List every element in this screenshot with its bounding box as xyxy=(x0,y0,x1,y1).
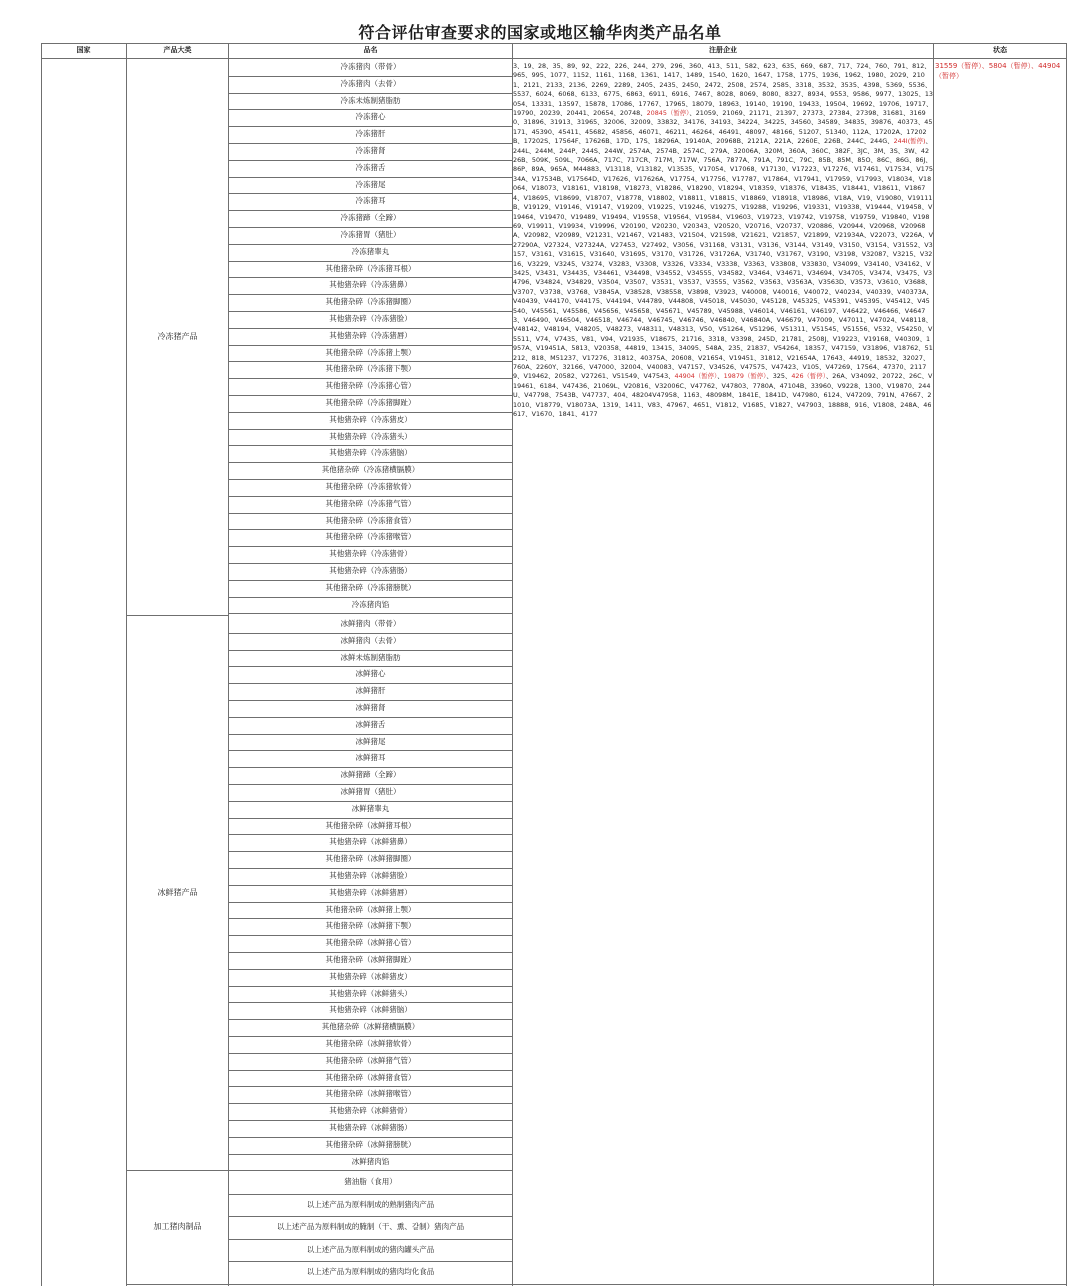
category-divider xyxy=(127,1284,1067,1285)
product-name: 其他猪杂碎（冷冻猪软骨） xyxy=(325,482,416,491)
enterprise-codes: 、325、 xyxy=(766,372,792,381)
category-divider xyxy=(127,1170,228,1171)
enterprise-codes: 、26A、V34092、20722、26C、V19461、6184、V47436、21069L、V20816、V32006C、V47762、V47803、7780A、47104B、33960、V9228、1300、V19870、244U、V47798、7543B、V47737、404、48204V47958、1163、48098M、1841E、1841D、V47980、6124、V47209、791N、47667、21010、V18779、V18073A、1319、1411、V83、47967、4651、V1812、V1685、V1827、V47903、18888、916、V1808、248A、46617、V1670、1841、4177 xyxy=(513,372,933,419)
product-name: 其他猪杂碎（冷冻猪脚趾） xyxy=(325,398,416,407)
product-name: 冷冻猪蹄（全蹄） xyxy=(340,213,401,223)
enterprise-codes: 、 xyxy=(717,372,724,381)
product-name: 以上述产品为原料制成的熟制猪肉产品 xyxy=(306,1199,435,1209)
product-name: 冷冻猪肝 xyxy=(355,129,386,139)
header-country: 国家 xyxy=(76,46,91,54)
product-name: 冰鲜猪蹄（全蹄） xyxy=(340,770,401,780)
product-name: 其他猪杂碎（冰鲜猪喉管） xyxy=(325,1089,416,1099)
category-divider xyxy=(127,615,228,616)
document-title: 符合评估审查要求的国家或地区输华肉类产品名单 xyxy=(358,23,722,42)
row-divider xyxy=(229,613,512,614)
product-name: 其他猪杂碎（冷冻猪气管） xyxy=(325,498,416,508)
product-name: 其他猪杂碎（冰鲜猪食管） xyxy=(325,1072,416,1082)
column-divider xyxy=(512,43,513,1286)
product-name: 冷冻未炼制猪脂肪 xyxy=(340,95,401,105)
product-name: 其他猪杂碎（冷冻猪心管） xyxy=(325,381,416,391)
product-name: 以上述产品为原料制成的猪肉罐头产品 xyxy=(306,1244,435,1254)
product-name: 冷冻猪心 xyxy=(355,112,386,122)
table-border-top xyxy=(41,43,1067,44)
enterprise-list xyxy=(513,62,933,419)
product-name: 冷冻猪肉馅 xyxy=(351,599,390,609)
product-name: 冷冻猪尾 xyxy=(355,179,386,189)
table-border-left xyxy=(41,43,42,1286)
product-name: 冰鲜猪睾丸 xyxy=(351,803,390,813)
product-name: 其他猪杂碎（冰鲜猪骨） xyxy=(329,1106,412,1116)
product-name: 冷冻猪舌 xyxy=(355,162,386,172)
status-text: 31559（暂停）、5804（暂停）、44904（暂停） xyxy=(935,62,1061,80)
product-name: 冰鲜未炼制猪脂肪 xyxy=(340,652,401,662)
header-enterprise: 注册企业 xyxy=(709,46,737,54)
product-name: 其他猪杂碎（冰鲜猪脸） xyxy=(329,871,412,880)
product-name: 冰鲜猪肾 xyxy=(355,703,386,712)
product-name: 其他猪杂碎（冰鲜猪脚圈） xyxy=(325,854,416,864)
category-chilled: 冰鲜猪产品 xyxy=(157,888,198,897)
product-table xyxy=(41,43,1067,1286)
product-name: 冰鲜猪舌 xyxy=(355,719,386,729)
header-category: 产品大类 xyxy=(163,46,192,54)
product-name: 其他猪杂碎（冷冻猪膀胱） xyxy=(325,582,416,592)
product-name: 其他猪杂碎（冰鲜猪横膈膜） xyxy=(321,1022,420,1032)
table-border-right xyxy=(1066,43,1067,1286)
product-name: 冰鲜猪肉（去骨） xyxy=(340,635,401,645)
product-name: 以上述产品为原料制成的猪肉均化食品 xyxy=(306,1267,435,1277)
suspended-code: 20845（暂停） xyxy=(646,109,690,118)
product-name: 其他猪杂碎（冰鲜猪耳根） xyxy=(325,820,416,830)
product-name: 其他猪杂碎（冰鲜猪脑） xyxy=(329,1005,412,1015)
product-name: 冰鲜猪肉馅 xyxy=(351,1156,390,1166)
product-name: 其他猪杂碎（冰鲜猪唇） xyxy=(329,887,412,897)
suspended-code: 244I(暂停) xyxy=(893,137,926,146)
column-divider xyxy=(126,43,127,1286)
product-name: 其他猪杂碎（冰鲜猪鼻） xyxy=(329,837,412,847)
product-name: 冷冻猪胃（猪肚） xyxy=(340,230,401,239)
product-name: 冷冻猪肾 xyxy=(355,146,386,155)
product-name: 冰鲜猪肝 xyxy=(355,686,386,696)
product-name: 其他猪杂碎（冰鲜猪头） xyxy=(329,988,412,998)
product-name: 其他猪杂碎（冰鲜猪心管） xyxy=(325,938,416,948)
product-name: 其他猪杂碎（冷冻猪肠） xyxy=(329,566,412,575)
product-name: 以上述产品为原料制成的腌制（干、熏、갈制）猪肉产品 xyxy=(276,1222,465,1232)
product-name: 其他猪杂碎（冷冻猪脚圈） xyxy=(325,297,416,307)
product-name: 其他猪杂碎（冷冻猪鼻） xyxy=(329,280,412,290)
product-name: 其他猪杂碎（冷冻猪喉管） xyxy=(325,532,416,542)
product-name: 其他猪杂碎（冰鲜猪脚趾） xyxy=(325,955,416,964)
product-name: 冰鲜猪耳 xyxy=(355,753,386,763)
product-name: 其他猪杂碎（冰鲜猪皮） xyxy=(329,971,412,981)
suspended-code: 426（暂停） xyxy=(791,372,826,381)
product-name: 冷冻猪肉（带骨） xyxy=(340,62,401,71)
product-name: 其他猪杂碎（冷冻猪脑） xyxy=(329,448,412,458)
product-name: 冰鲜猪胃（猪肚） xyxy=(340,787,401,796)
product-name: 其他猪杂碎（冰鲜猪气管） xyxy=(325,1055,416,1065)
enterprise-codes: 、244L、244M、244P、244S、244W、2574A、2574B、2574C、279A、32006A、320M、360A、360C、382F、3JC、3M、3S、3W、4226B、509K、509L、7066A、717C、717CR、717M、717W、756A、7877A、791A、791C、79C、85B、85M、85O、86C、86G、86J、86P、89A、965A、M44883、V13118、V13182、V13535、V17054、V17068、V17130、V17223、V17276、V17461、V17534、V17534A、V17534B、V17564D、V17626、V17626A、V17754、V17756、V17787、V17864、V17941、V17959、V17993、V18034、V18064、V18073、V18161、V18198、V18273、V18286、V18290、V18294、V18359、V18376、V18435、V18441、V18611、V18674、V18695、V18699、V18707、V18778、V18802、V18811、V18815、V18869、V18918、V18986、V18A、V19、V19080、V19111B、V19129、V19146、V19147、V19209、V19225、V19246、V19275、V19288、V19296、V19331、V19338、V19444、V19458、V19464、V19470、V19489、V19494、V19558、V19564、V19584、V19603、V19723、V19742、V19758、V19759、V19840、V19869、V19911、V19934、V19996、V20190、V20230、V20343、V20520、V20716、V20737、V20886、V20944、V20968、V20968A、V20982、V20989、V21231、V21467、V21483、V21504、V21598、V21621、V21857、V21899、V21934A、V22073、V226A、V27290A、V27324、V27324A、V27453、V27492、V3056、V31168、V3131、V3136、V3144、V3149、V3150、V3154、V31552、V3157、V3161、V31615、V31640、V31695、V3170、V31726、V31726A、V31740、V31767、V3190、V3198、V32087、V3215、V3216、V3229、V3245、V3274、V3283、V3308、V3326、V3334、V3338、V3363、V33808、V33830、V34099、V34140、V34162、V3425、V3431、V34435、V34461、V34498、V34552、V34555、V34582、V3464、V34671、V34694、V34705、V3474、V3475、V34796、V34824、V34829、V3504、V3507、V3531、V3537、V3555、V3562、V3563、V3563A、V3563D、V3573、V3610、V3688、V3707、V3738、V3768、V3845A、V38528、V38558、V3898、V3923、V40008、V40016、V40072、V40234、V40339、V40373A、V40439、V44170、V44175、V44194、V44789、V44808、V45018、V45030、V45128、V45325、V45391、V45395、V45412、V45540、V45561、V45586、V45656、V45658、V45671、V45789、V45988、V46014、V46161、V46197、V46422、V46466、V46473、V46490、V46504、V46518、V46744、V46745、V46746、V46840、V46840A、V46679、V47009、V47011、V47024、V48118、V48142、V48194、V48205、V48273、V48311、V48313、V50、V51264、V51296、V51311、V51545、V51556、V532、V54250、V5511、V74、V7435、V81、V94、V21935、V18675、21716、3318、V3398、245D、21781、2508J、V19223、V19168、V40309、1957A、V19451A、5813、V20358、44819、13415、34095、548A、235、21837、V54264、18357、V47159、V31896、V18762、51212、818、M51237、V17276、31812、40375A、20608、V21654、V19451、31812、V21654A、17643、44919、18532、32027、760A、2260Y、32166、V47000、32004、V40083、V47157、V34526、V47575、V47423、V105、V47269、17564、47370、21179、V19462、20582、V27261、V51549、V47543、 xyxy=(513,137,933,381)
product-name: 冰鲜猪心 xyxy=(355,669,386,679)
product-name: 猪油脂（食用） xyxy=(344,1177,397,1186)
product-name: 其他猪杂碎（冰鲜猪上颚） xyxy=(325,904,416,914)
category-frozen: 冷冻猪产品 xyxy=(157,332,198,341)
product-name: 冰鲜猪肉（带骨） xyxy=(340,619,401,628)
product-name: 其他猪杂碎（冷冻猪脸） xyxy=(329,314,412,323)
product-name: 其他猪杂碎（冷冻猪下颚） xyxy=(325,364,416,374)
product-name: 其他猪杂碎（冷冻猪横膈膜） xyxy=(321,465,420,475)
enterprise-codes: 3、19、28、35、89、92、222、226、244、279、296、360、413、511、582、623、635、669、687、717、724、760、791、812、965、995、1077、1152、1161、1168、1361、1417、1489、1540、1620、1647、1758、1775、1936、1962、1980、2029、2101、2121、2133、2136、2269、2289、2405、2435、2450、2472、2508、2574、2585、3318、3532、3535、4398、5369、5536、5537、6024、6068、6133、6775、6863、6911、6916、7467、8028、8069、8080、8327、8934、9553、9586、9977、13025、13054、13331、13597、15878、17086、17767、17965、18079、18963、19140、19190、19433、19504、19692、19706、19717、19790、20239、20441、20654、20748、 xyxy=(513,62,933,118)
product-name: 其他猪杂碎（冰鲜猪肠） xyxy=(329,1123,412,1132)
product-name: 其他猪杂碎（冷冻猪头） xyxy=(329,431,412,441)
header-product: 品名 xyxy=(363,46,378,54)
product-name: 其他猪杂碎（冷冻猪皮） xyxy=(329,414,412,424)
product-name: 其他猪杂碎（冷冻猪上颚） xyxy=(325,347,416,357)
product-name: 其他猪杂碎（冷冻猪耳根） xyxy=(325,263,416,273)
product-name: 其他猪杂碎（冰鲜猪下颚） xyxy=(325,921,416,931)
product-name: 冷冻猪肉（去骨） xyxy=(340,78,401,88)
product-name: 其他猪杂碎（冷冻猪骨） xyxy=(329,549,412,559)
header-status: 状态 xyxy=(993,46,1007,54)
header-divider xyxy=(41,58,1067,59)
suspended-code: 44904（暂停） xyxy=(674,372,718,381)
product-name: 其他猪杂碎（冷冻猪食管） xyxy=(325,515,416,525)
column-divider xyxy=(933,43,934,1286)
enterprise-codes: 、21059、21069、21171、21397、27373、27384、27398、31681、31690、31896、31913、31965、32006、32009、33832、34176、34193、34224、34225、34560、34589、34835、39876、40373、45171、45390、45411、45682、45856、46071、46211、46264、46491、48097、48166、51207、51340、112A、17202A、17202B、17202S、17564F、17626B、17D、17S、18296A、19140A、20968B、2121A、221A、2260E、226B、244C、244G、 xyxy=(513,109,933,146)
product-name: 冷冻猪耳 xyxy=(355,196,386,206)
product-name: 其他猪杂碎（冰鲜猪软骨） xyxy=(325,1039,416,1048)
product-name: 其他猪杂碎（冰鲜猪膀胱） xyxy=(325,1139,416,1149)
product-name: 冰鲜猪尾 xyxy=(355,736,386,746)
category-processed: 加工猪肉制品 xyxy=(153,1222,202,1231)
product-name: 冷冻猪睾丸 xyxy=(351,246,390,256)
product-name: 其他猪杂碎（冷冻猪唇） xyxy=(329,330,412,340)
suspended-code: 19879（暂停） xyxy=(723,372,767,381)
